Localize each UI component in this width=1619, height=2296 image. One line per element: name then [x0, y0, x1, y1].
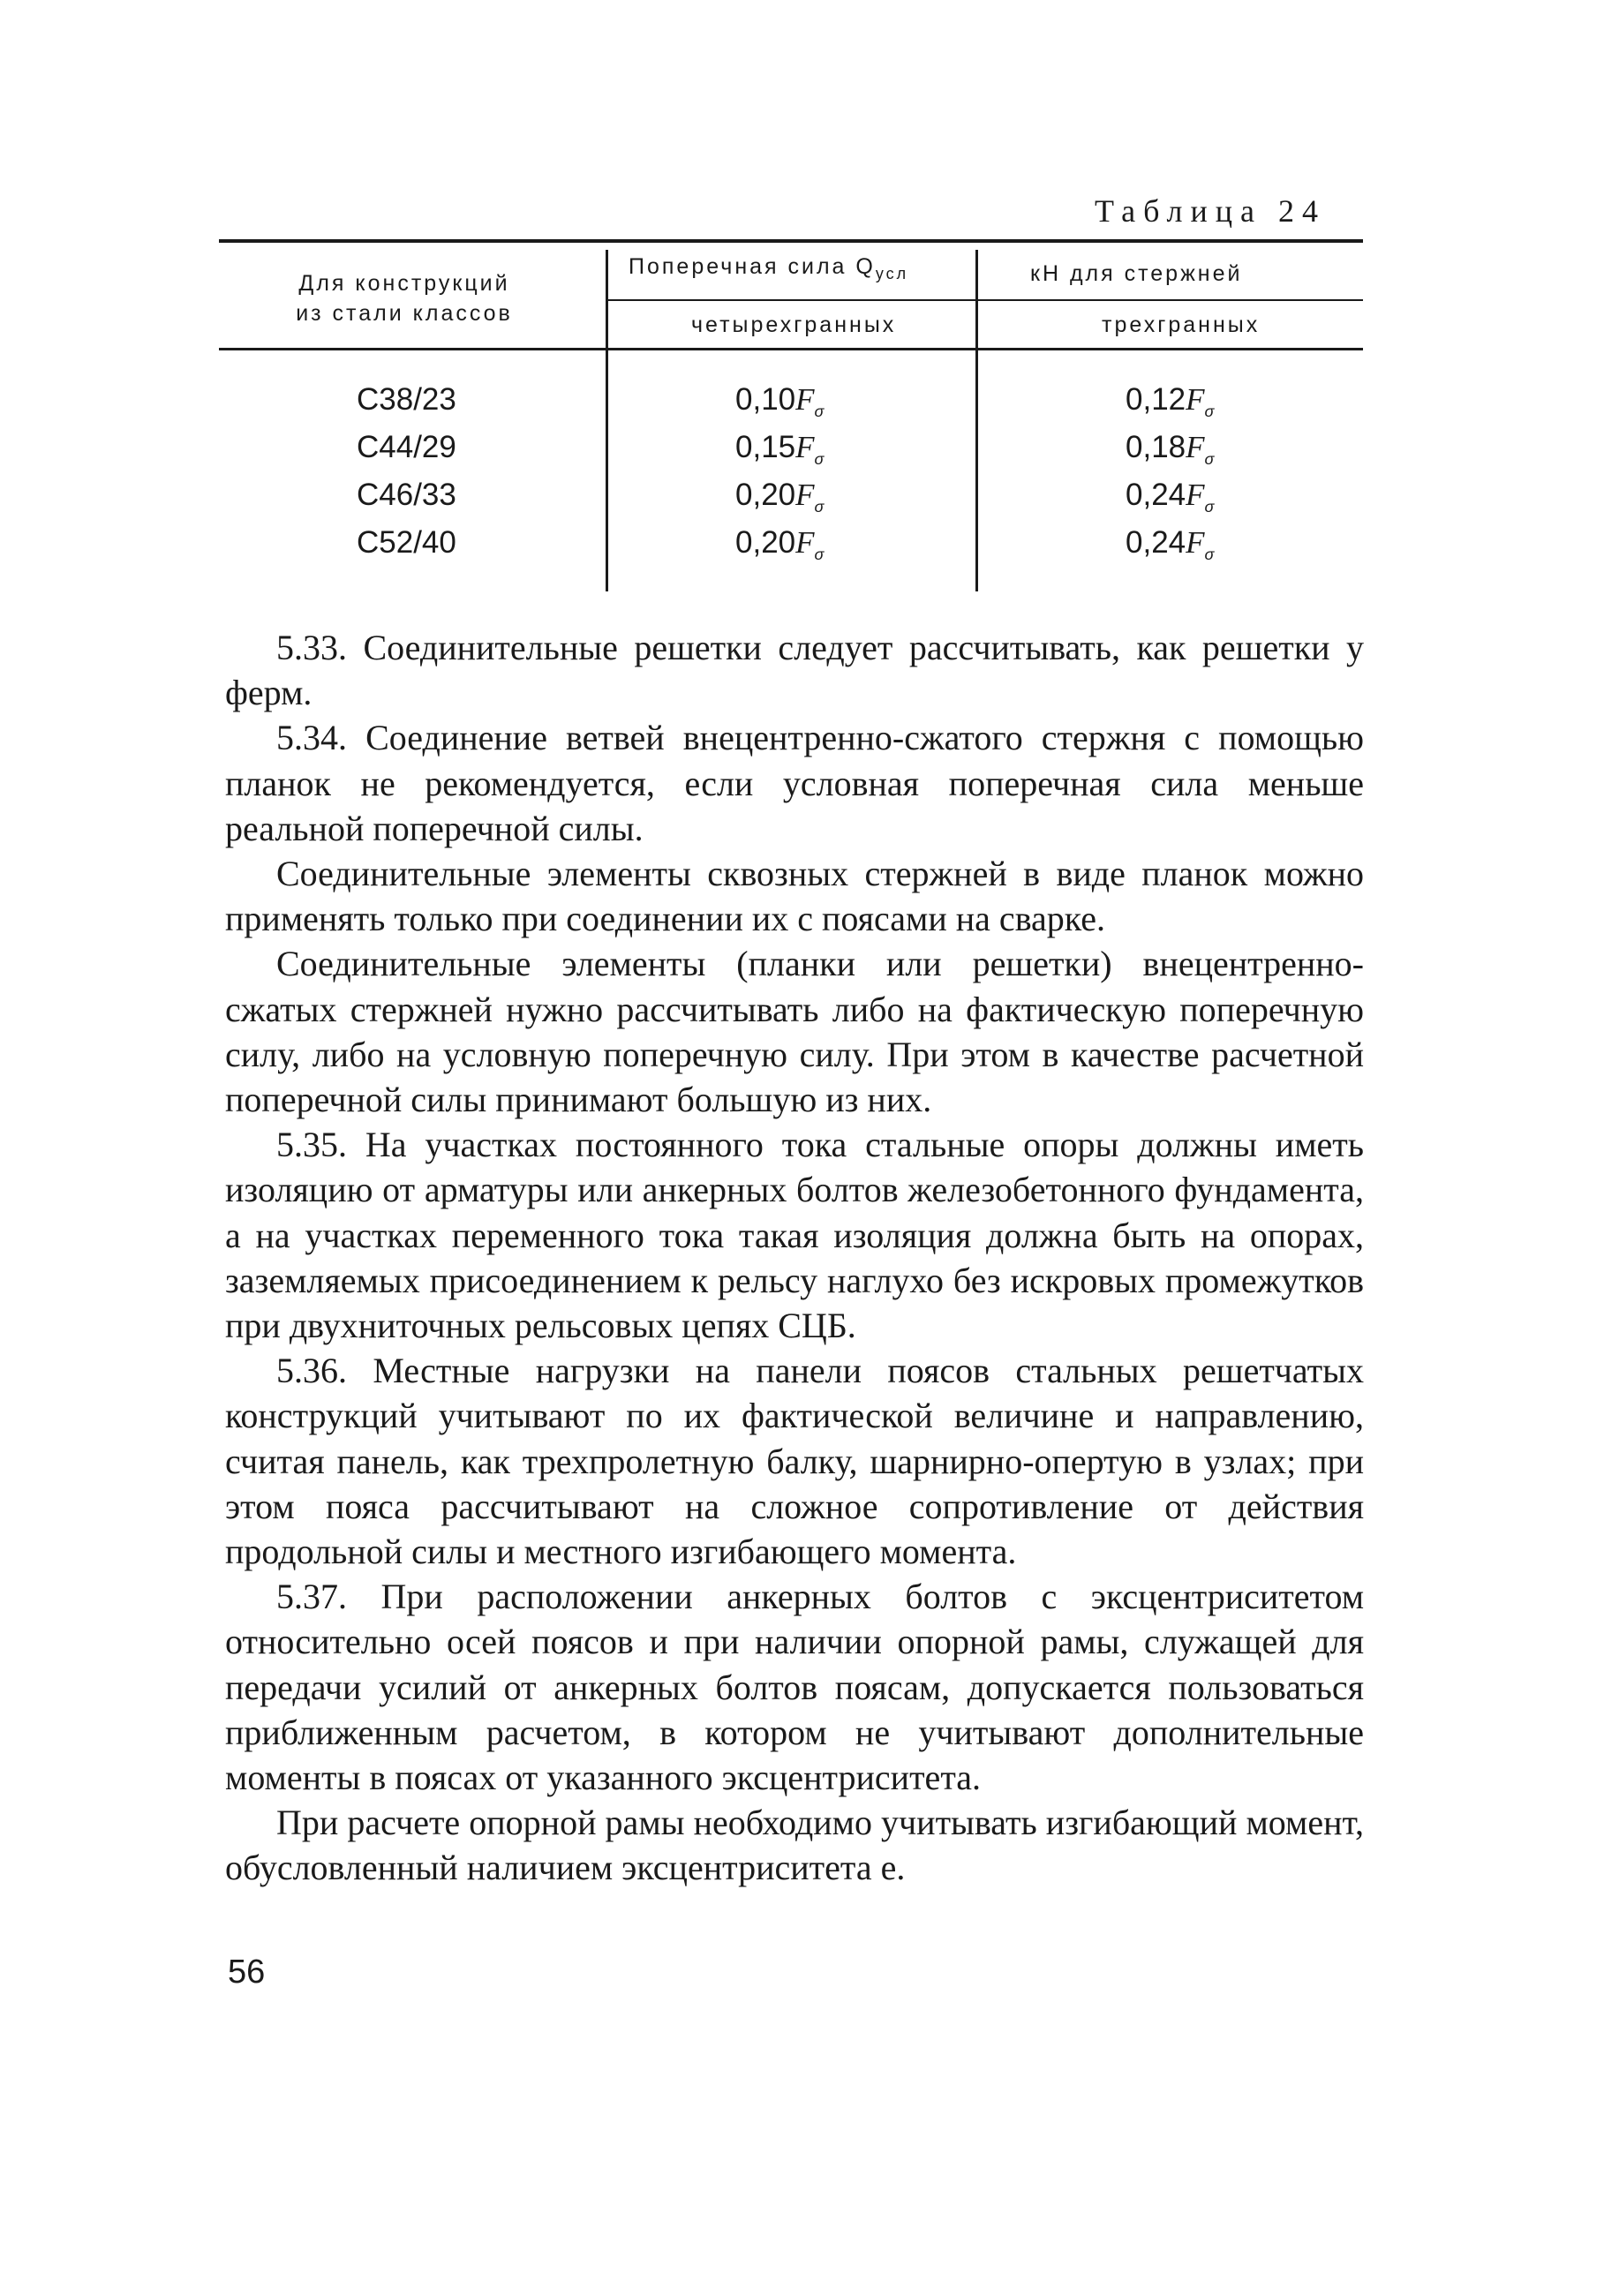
- cell-four-sided: [735, 525, 824, 564]
- cell-subscript: σ: [1204, 450, 1215, 468]
- cell-subscript: σ: [814, 546, 825, 563]
- column-header-steel-class: [228, 268, 581, 328]
- cell-coef: 0,20: [735, 525, 796, 560]
- header-bottom-rule: [219, 348, 1363, 350]
- paragraph-5-35: 5.35. На участках постоянного тока стальные опоры должны иметь изоляцию от арматуры или анкерных болтов железобетонного фундамента, а на участках переменного тока такая изоляция должна быть на опорах, заземляемых присоединением к рельсу наглухо без искровых промежутков при двухниточных рельсовых цепях СЦБ.: [225, 1125, 1364, 1346]
- cell-symbol: F: [795, 525, 815, 560]
- header-shear-force-text: Поперечная сила Q: [629, 254, 876, 279]
- cell-steel-class: С52/40: [357, 525, 456, 560]
- paragraph-eccentric-members: Соединительные элементы (планки или решетки) внецентренно-сжатых стержней нужно рассчитывать либо на фактическую поперечную силу, либо на условную поперечную силу. При этом в качестве расчетной поперечной силы принимают большую из них.: [225, 944, 1364, 1120]
- header-subdivider: [607, 299, 1363, 301]
- cell-symbol: F: [1186, 430, 1205, 464]
- paragraph-5-33: 5.33. Соединительные решетки следует рассчитывать, как решетки у ферм.: [225, 628, 1364, 713]
- cell-subscript: σ: [814, 498, 825, 516]
- cell-symbol: F: [795, 382, 815, 417]
- cell-coef: 0,12: [1126, 382, 1186, 417]
- table-top-rule: [219, 239, 1363, 243]
- column-header-line-1: Для конструкций: [298, 271, 510, 296]
- paragraph-5-37: 5.37. При расположении анкерных болтов с эксцентриситетом относительно осей поясов и при наличии опорной рамы, служащей для передачи усилий от анкерных болтов поясам, допускается пользоваться приближенным расчетом, в котором не учитывают дополнительные моменты в поясах от указанного эксцентриситета.: [225, 1577, 1364, 1798]
- paragraph-connecting-elements: Соединительные элементы сквозных стержней в виде планок можно применять только при соединении их с поясами на сварке.: [225, 854, 1364, 939]
- cell-three-sided: [1126, 525, 1214, 564]
- cell-coef: 0,24: [1126, 525, 1186, 560]
- cell-subscript: σ: [1204, 403, 1215, 420]
- cell-steel-class: С38/23: [357, 382, 456, 417]
- column-divider-1: [606, 250, 608, 591]
- cell-subscript: σ: [1204, 546, 1215, 563]
- cell-three-sided: [1126, 430, 1214, 469]
- column-divider-2: [975, 250, 978, 591]
- paragraph-5-34: 5.34. Соединение ветвей внецентренно-сжатого стержня с помощью планок не рекомендуется, если условная поперечная сила меньше реальной поперечной силы.: [225, 718, 1364, 848]
- cell-four-sided: [735, 478, 824, 516]
- cell-four-sided: [735, 382, 824, 421]
- cell-symbol: F: [795, 430, 815, 464]
- cell-symbol: F: [1186, 478, 1205, 512]
- cell-steel-class: С44/29: [357, 430, 456, 464]
- paragraph-5-36: 5.36. Местные нагрузки на панели поясов стальных решетчатых конструкций учитывают по их фактической величине и направлению, считая панель, как трехпролетную балку, шарнирно-опертую в узлах; при этом пояса рассчитывают на сложное сопротивление от действия продольной силы и местного изгибающего момента.: [225, 1351, 1364, 1572]
- cell-three-sided: [1126, 382, 1214, 421]
- cell-coef: 0,20: [735, 478, 796, 512]
- cell-subscript: σ: [1204, 498, 1215, 516]
- cell-four-sided: [735, 430, 824, 469]
- body-text: [225, 625, 1364, 1891]
- header-kn-for-members: кН для стержней: [1030, 261, 1243, 286]
- header-shear-force-subscript: усл: [875, 265, 909, 282]
- table-caption: Таблица 24: [1095, 193, 1326, 229]
- paragraph-support-frame: При расчете опорной рамы необходимо учитывать изгибающий момент, обусловленный наличием эксцентриситета e.: [225, 1803, 1364, 1888]
- cell-symbol: F: [1186, 525, 1205, 560]
- cell-symbol: F: [1186, 382, 1205, 417]
- cell-three-sided: [1126, 478, 1214, 516]
- cell-coef: 0,18: [1126, 430, 1186, 464]
- cell-coef: 0,15: [735, 430, 796, 464]
- header-shear-force: [629, 254, 908, 283]
- column-header-line-2: из стали классов: [296, 301, 513, 326]
- cell-subscript: σ: [814, 403, 825, 420]
- cell-symbol: F: [795, 478, 815, 512]
- cell-coef: 0,10: [735, 382, 796, 417]
- header-four-sided: четырехгранных: [691, 312, 897, 337]
- header-three-sided: трехгранных: [1102, 312, 1261, 337]
- cell-steel-class: С46/33: [357, 478, 456, 512]
- page-number: 56: [228, 1953, 266, 1991]
- cell-subscript: σ: [814, 450, 825, 468]
- cell-coef: 0,24: [1126, 478, 1186, 512]
